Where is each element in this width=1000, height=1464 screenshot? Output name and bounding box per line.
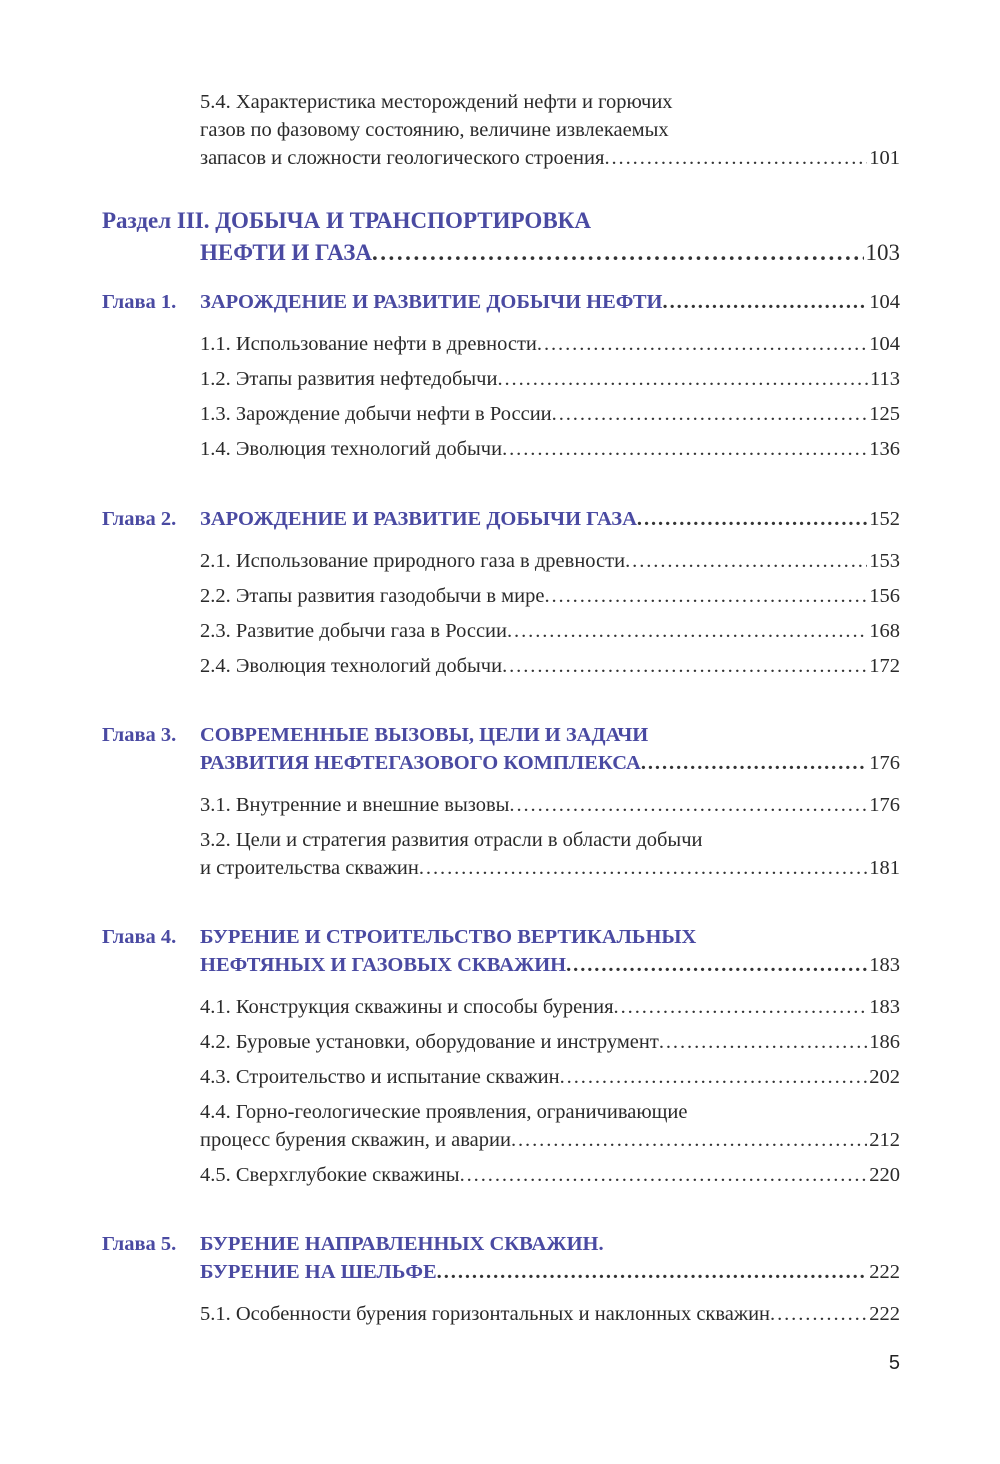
toc-item[interactable] — [200, 329, 900, 359]
toc-item[interactable] — [200, 616, 900, 646]
page-number: 5 — [888, 1352, 900, 1374]
toc-page-number: 156 — [869, 585, 900, 607]
toc-item[interactable] — [200, 434, 900, 464]
toc-item-text: 3.1. Внутренние и внешние вызовы — [200, 794, 510, 816]
chapter-title-text[interactable]: СОВРЕМЕННЫЕ ВЫЗОВЫ, ЦЕЛИ И ЗАДАЧИ — [200, 724, 649, 746]
toc-page-number: 183 — [869, 954, 900, 976]
leader-dots — [552, 399, 868, 429]
leader-dots — [537, 329, 867, 359]
toc-item-text: 2.3. Развитие добычи газа в России — [200, 620, 507, 642]
toc-page-number: 103 — [865, 240, 900, 265]
chapter-label: Глава 1. — [102, 291, 177, 313]
chapter-title-text: РАЗВИТИЯ НЕФТЕГАЗОВОГО КОМПЛЕКСА — [200, 752, 641, 774]
toc-page-number: 186 — [869, 1031, 900, 1053]
toc-item[interactable] — [200, 1160, 900, 1190]
toc-page-number: 181 — [869, 857, 900, 879]
chapter-title-text: НЕФТЯНЫХ И ГАЗОВЫХ СКВАЖИН — [200, 954, 567, 976]
toc-page-number: 136 — [869, 438, 900, 460]
section-title-line[interactable] — [200, 236, 900, 270]
toc-page-number: 125 — [869, 403, 900, 425]
toc-item-text: 4.3. Строительство и испытание скважин — [200, 1066, 560, 1088]
toc-page-number: 176 — [869, 752, 900, 774]
toc-item-text: 5.1. Особенности бурения горизонтальных и наклонных скважин — [200, 1303, 771, 1325]
toc-item[interactable] — [200, 853, 900, 883]
toc-page-number: 212 — [869, 1129, 900, 1151]
toc-item[interactable] — [200, 1125, 900, 1155]
leader-dots — [614, 992, 868, 1022]
toc-page-number: 168 — [869, 620, 900, 642]
toc-item-text: газов по фазовому состоянию, величине извлекаемых — [200, 119, 669, 141]
toc-item-text: 4.5. Сверхглубокие скважины — [200, 1164, 460, 1186]
toc-page-number: 202 — [869, 1066, 900, 1088]
toc-item[interactable] — [200, 546, 900, 576]
toc-item[interactable] — [200, 992, 900, 1022]
leader-dots — [625, 546, 867, 576]
chapter-title-text[interactable]: БУРЕНИЕ НАПРАВЛЕННЫХ СКВАЖИН. — [200, 1233, 604, 1255]
leader-dots — [560, 1062, 868, 1092]
chapter-title[interactable] — [200, 504, 900, 534]
toc-item-text: 1.4. Эволюция технологий добычи — [200, 438, 503, 460]
chapter-title-text[interactable]: БУРЕНИЕ И СТРОИТЕЛЬСТВО ВЕРТИКАЛЬНЫХ — [200, 926, 697, 948]
chapter-label: Глава 3. — [102, 724, 177, 746]
leader-dots — [502, 651, 867, 681]
toc-item[interactable] — [200, 1299, 900, 1329]
toc-item-text: процесс бурения скважин, и аварии — [200, 1129, 511, 1151]
chapter-label: Глава 2. — [102, 508, 177, 530]
toc-item[interactable] — [200, 399, 900, 429]
toc-page-number: 104 — [869, 333, 900, 355]
section-title-text: НЕФТИ И ГАЗА — [200, 240, 372, 265]
leader-dots — [502, 434, 867, 464]
chapter-title[interactable] — [200, 950, 900, 980]
leader-dots — [372, 236, 864, 270]
toc-item-text: 1.1. Использование нефти в древности — [200, 333, 537, 355]
toc-item[interactable] — [200, 364, 900, 394]
leader-dots — [566, 950, 867, 980]
toc-item-text: и строительства скважин — [200, 857, 419, 879]
leader-dots — [544, 581, 867, 611]
toc-page-number: 113 — [870, 368, 900, 390]
toc-item-text: запасов и сложности геологического строения — [200, 147, 605, 169]
toc-page-number: 172 — [869, 655, 900, 677]
toc-item-text[interactable]: 4.4. Горно-геологические проявления, ограничивающие — [200, 1101, 688, 1123]
chapter-title-text: ЗАРОЖДЕНИЕ И РАЗВИТИЕ ДОБЫЧИ НЕФТИ — [200, 291, 663, 313]
leader-dots — [419, 853, 867, 883]
toc-page-number: 176 — [869, 794, 900, 816]
toc-item-text: 1.2. Этапы развития нефтедобычи — [200, 368, 498, 390]
toc-item-text: 2.1. Использование природного газа в древности — [200, 550, 626, 572]
toc-page-number: 153 — [869, 550, 900, 572]
leader-dots — [507, 616, 867, 646]
toc-item[interactable] — [200, 790, 900, 820]
toc-item-text: 2.2. Этапы развития газодобычи в мире — [200, 585, 545, 607]
chapter-label: Глава 4. — [102, 926, 177, 948]
chapter-title[interactable] — [200, 1257, 900, 1287]
chapter-title[interactable] — [200, 287, 900, 317]
toc-item[interactable] — [200, 1027, 900, 1057]
leader-dots — [509, 790, 867, 820]
chapter-title[interactable] — [200, 748, 900, 778]
leader-dots — [604, 143, 867, 173]
leader-dots — [497, 364, 868, 394]
toc-item-text: 1.3. Зарождение добычи нефти в России — [200, 403, 552, 425]
toc-item-text: 4.2. Буровые установки, оборудование и инструмент — [200, 1031, 659, 1053]
leader-dots — [770, 1299, 867, 1329]
leader-dots — [641, 748, 867, 778]
toc-page-number: 152 — [869, 508, 900, 530]
leader-dots — [437, 1257, 868, 1287]
section-title[interactable]: Раздел III. ДОБЫЧА И ТРАНСПОРТИРОВКА — [102, 208, 591, 233]
toc-page-number: 183 — [869, 996, 900, 1018]
toc-page-number: 222 — [869, 1261, 900, 1283]
toc-item[interactable] — [200, 143, 900, 173]
toc-item[interactable] — [200, 581, 900, 611]
leader-dots — [663, 287, 868, 317]
leader-dots — [637, 504, 867, 534]
chapter-label: Глава 5. — [102, 1233, 177, 1255]
toc-item[interactable] — [200, 1062, 900, 1092]
toc-item-text: 5.4. Характеристика месторождений нефти и горючих — [200, 91, 673, 113]
toc-item-text: 2.4. Эволюция технологий добычи — [200, 655, 503, 677]
toc-page-number: 104 — [869, 291, 900, 313]
leader-dots — [460, 1160, 868, 1190]
chapter-title-text: БУРЕНИЕ НА ШЕЛЬФЕ — [200, 1261, 437, 1283]
toc-item[interactable] — [200, 651, 900, 681]
toc-item-text: 4.1. Конструкция скважины и способы бурения — [200, 996, 614, 1018]
toc-page-number: 222 — [869, 1303, 900, 1325]
leader-dots — [511, 1125, 867, 1155]
toc-page-number: 220 — [869, 1164, 900, 1186]
chapter-title-text: ЗАРОЖДЕНИЕ И РАЗВИТИЕ ДОБЫЧИ ГАЗА — [200, 508, 637, 530]
toc-page-number: 101 — [869, 147, 900, 169]
toc-item-text[interactable]: 3.2. Цели и стратегия развития отрасли в области добычи — [200, 829, 703, 851]
leader-dots — [659, 1027, 867, 1057]
